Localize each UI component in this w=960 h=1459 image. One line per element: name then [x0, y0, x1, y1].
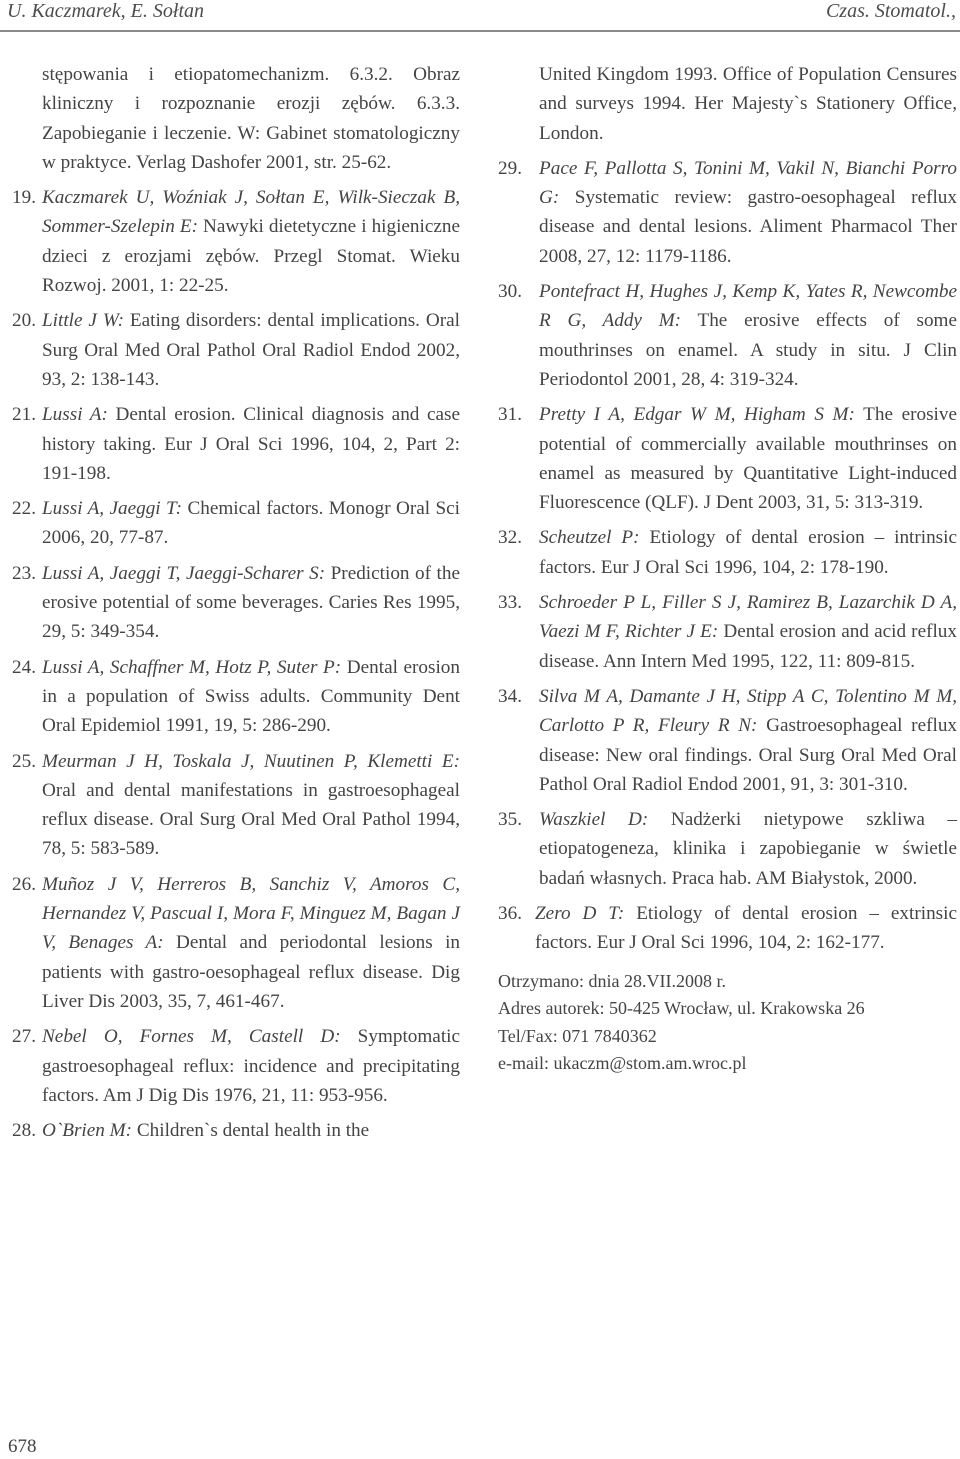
reference-25 — [12, 747, 460, 864]
header-rule — [0, 30, 960, 32]
reference-number: 22. — [12, 498, 36, 520]
reference-number: 29. — [498, 157, 522, 179]
reference-number: 24. — [12, 656, 36, 678]
reference-21 — [12, 400, 460, 488]
reference-text: Prediction of the erosive potential of some beverages. Caries Res 1995, 29, 5: 349-354. — [42, 562, 460, 643]
reference-19 — [12, 183, 460, 300]
reference-continuation: United Kingdom 1993. Office of Population Censures and surveys 1994. Her Majesty`s Stationery Office, London. — [539, 64, 957, 144]
reference-text: Nadżerki nietypowe szkliwa – etiopatogeneza, klinika i zapobieganie w świetle badań własnych. Praca hab. AM Białystok, 2000. — [539, 809, 957, 889]
reference-26 — [12, 870, 460, 1016]
reference-authors: Little J W: — [42, 310, 124, 332]
reference-33 — [498, 588, 957, 676]
reference-text: Children`s dental health in the — [136, 1120, 370, 1142]
reference-number: 33. — [498, 592, 522, 614]
reference-text: The erosive effects of some mouthrinses on enamel. A study in situ. J Clin Periodontol 2001, 28, 4: 319-324. — [539, 310, 957, 390]
reference-number: 25. — [12, 750, 36, 772]
reference-number: 35. — [498, 809, 522, 831]
reference-authors: Lussi A, Schaffner M, Hotz P, Suter P: — [42, 656, 342, 678]
reference-text: Etiology of dental erosion – intrinsic factors. Eur J Oral Sci 1996, 104, 2: 178-190. — [539, 527, 957, 578]
left-column — [12, 60, 460, 1151]
reference-text: Chemical factors. Monogr Oral Sci 2006, 20, 77-87. — [42, 498, 461, 549]
reference-authors: Lussi A, Jaeggi T, Jaeggi-Scharer S: — [42, 562, 326, 584]
reference-number: 32. — [498, 527, 522, 549]
header-authors: U. Kaczmarek, E. Sołtan — [7, 0, 205, 22]
reference-24 — [12, 653, 460, 741]
reference-30 — [498, 277, 957, 394]
received-date: Otrzymano: dnia 28.VII.2008 r. — [498, 970, 726, 991]
reference-number: 26. — [12, 873, 36, 895]
reference-number: 34. — [498, 685, 522, 707]
reference-authors: Lussi A, Jaeggi T: — [42, 498, 183, 520]
reference-31 — [498, 400, 957, 517]
reference-text: Gastroesophageal reflux disease: New oral findings. Oral Surg Oral Med Oral Pathol Oral Radiol Endod 2001, 91, 3: 301-310. — [539, 715, 958, 795]
reference-continuation: stępowania i etiopatomechanizm. 6.3.2. Obraz kliniczny i rozpoznanie erozji zębów. 6.3.3. Zapobieganie i leczenie. W: Gabinet stomatologiczny w praktyce. Verlag Dashofer 2001, str. 25-62. — [42, 64, 460, 173]
reference-authors: Meurman J H, Toskala J, Nuutinen P, Klemetti E: — [42, 750, 460, 772]
reference-22 — [12, 494, 460, 553]
reference-text: Symptomatic gastroesophageal reflux: incidence and precipitating factors. Am J Dig Dis 1976, 21, 11: 953-956. — [42, 1026, 460, 1106]
reference-27 — [12, 1022, 460, 1110]
reference-authors: Pontefract H, Hughes J, Kemp K, Yates R, Newcombe R G, Addy M: — [539, 281, 957, 332]
reference-text: The erosive potential of commercially available mouthrinses on enamel as measured by Quantitative Light-induced Fluorescence (QLF). J Dent 2003, 31, 5: 313-319. — [539, 404, 957, 514]
reference-29 — [498, 154, 957, 271]
page-number: 678 — [8, 1436, 37, 1457]
reference-number: 19. — [12, 187, 36, 209]
reference-number: 36. — [498, 903, 522, 925]
reference-number: 28. — [12, 1120, 36, 1142]
reference-36 — [498, 899, 957, 958]
reference-number: 30. — [498, 281, 522, 303]
reference-number: 27. — [12, 1026, 36, 1048]
article-footer — [498, 968, 957, 1078]
reference-authors: Silva M A, Damante J H, Stipp A C, Tolentino M M, Carlotto P R, Fleury R N: — [539, 685, 957, 737]
reference-text: Dental erosion and acid reflux disease. Ann Intern Med 1995, 122, 11: 809-815. — [539, 621, 957, 672]
reference-20 — [12, 306, 460, 394]
reference-authors: Nebel O, Fornes M, Castell D: — [42, 1026, 341, 1048]
reference-authors: Pace F, Pallotta S, Tonini M, Vakil N, Bianchi Porro G: — [539, 157, 957, 209]
reference-text: Dental erosion in a population of Swiss adults. Community Dent Oral Epidemiol 1991, 19, 5: 286-290. — [42, 656, 460, 737]
reference-authors: O`Brien M: — [42, 1120, 133, 1142]
header-journal: Czas. Stomatol., — [825, 0, 956, 22]
email-address: e-mail: ukaczm@stom.am.wroc.pl — [498, 1053, 747, 1074]
reference-authors: Kaczmarek U, Woźniak J, Sołtan E, Wilk-Sieczak B, Sommer-Szelepin E: — [42, 187, 460, 238]
reference-text: Dental and periodontal lesions in patients with gastro-oesophageal reflux disease. Dig Liver Dis 2003, 35, 7, 461-467. — [42, 932, 460, 1012]
reference-number: 31. — [498, 404, 522, 426]
reference-authors: Muñoz J V, Herreros B, Sanchiz V, Amoros C, Hernandez V, Pascual I, Mora F, Minguez M, Bagan J V, Benages A: — [42, 873, 460, 954]
phone-fax: Tel/Fax: 071 7840362 — [498, 1025, 657, 1046]
reference-number: 21. — [12, 404, 36, 426]
reference-34 — [498, 682, 957, 799]
reference-text: Eating disorders: dental implications. Oral Surg Oral Med Oral Pathol Oral Radiol Endod 2002, 93, 2: 138-143. — [42, 310, 460, 390]
reference-23 — [12, 559, 460, 647]
reference-authors: Scheutzel P: — [539, 527, 640, 549]
reference-35 — [498, 805, 957, 893]
reference-number: 23. — [12, 562, 36, 584]
reference-text: Etiology of dental erosion – extrinsic factors. Eur J Oral Sci 1996, 104, 2: 162-177. — [535, 903, 957, 954]
reference-authors: Pretty I A, Edgar W M, Higham S M: — [539, 404, 855, 426]
reference-authors: Lussi A: — [42, 404, 108, 426]
running-header — [0, 0, 960, 26]
reference-28 — [12, 1116, 460, 1145]
reference-authors: Schroeder P L, Filler S J, Ramirez B, Lazarchik D A, Vaezi M F, Richter J E: — [539, 592, 957, 643]
author-address: Adres autorek: 50-425 Wrocław, ul. Krakowska 26 — [498, 998, 865, 1019]
reference-text: Dental erosion. Clinical diagnosis and case history taking. Eur J Oral Sci 1996, 104, 2, Part 2: 191-198. — [42, 404, 461, 484]
reference-text: Nawyki dietetyczne i higieniczne dzieci z erozjami zębów. Przegl Stomat. Wieku Rozwoj. 2001, 1: 22-25. — [42, 216, 461, 297]
reference-32 — [498, 523, 957, 582]
reference-authors: Waszkiel D: — [539, 809, 649, 831]
reference-text: Oral and dental manifestations in gastroesophageal reflux disease. Oral Surg Oral Med Oral Pathol 1994, 78, 5: 583-589. — [42, 779, 460, 860]
reference-authors: Zero D T: — [535, 903, 625, 925]
reference-number: 20. — [12, 310, 36, 332]
reference-text: Systematic review: gastro-oesophageal reflux disease and dental lesions. Aliment Pharmacol Ther 2008, 27, 12: 1179-1186. — [539, 187, 957, 267]
right-column — [498, 60, 957, 1078]
